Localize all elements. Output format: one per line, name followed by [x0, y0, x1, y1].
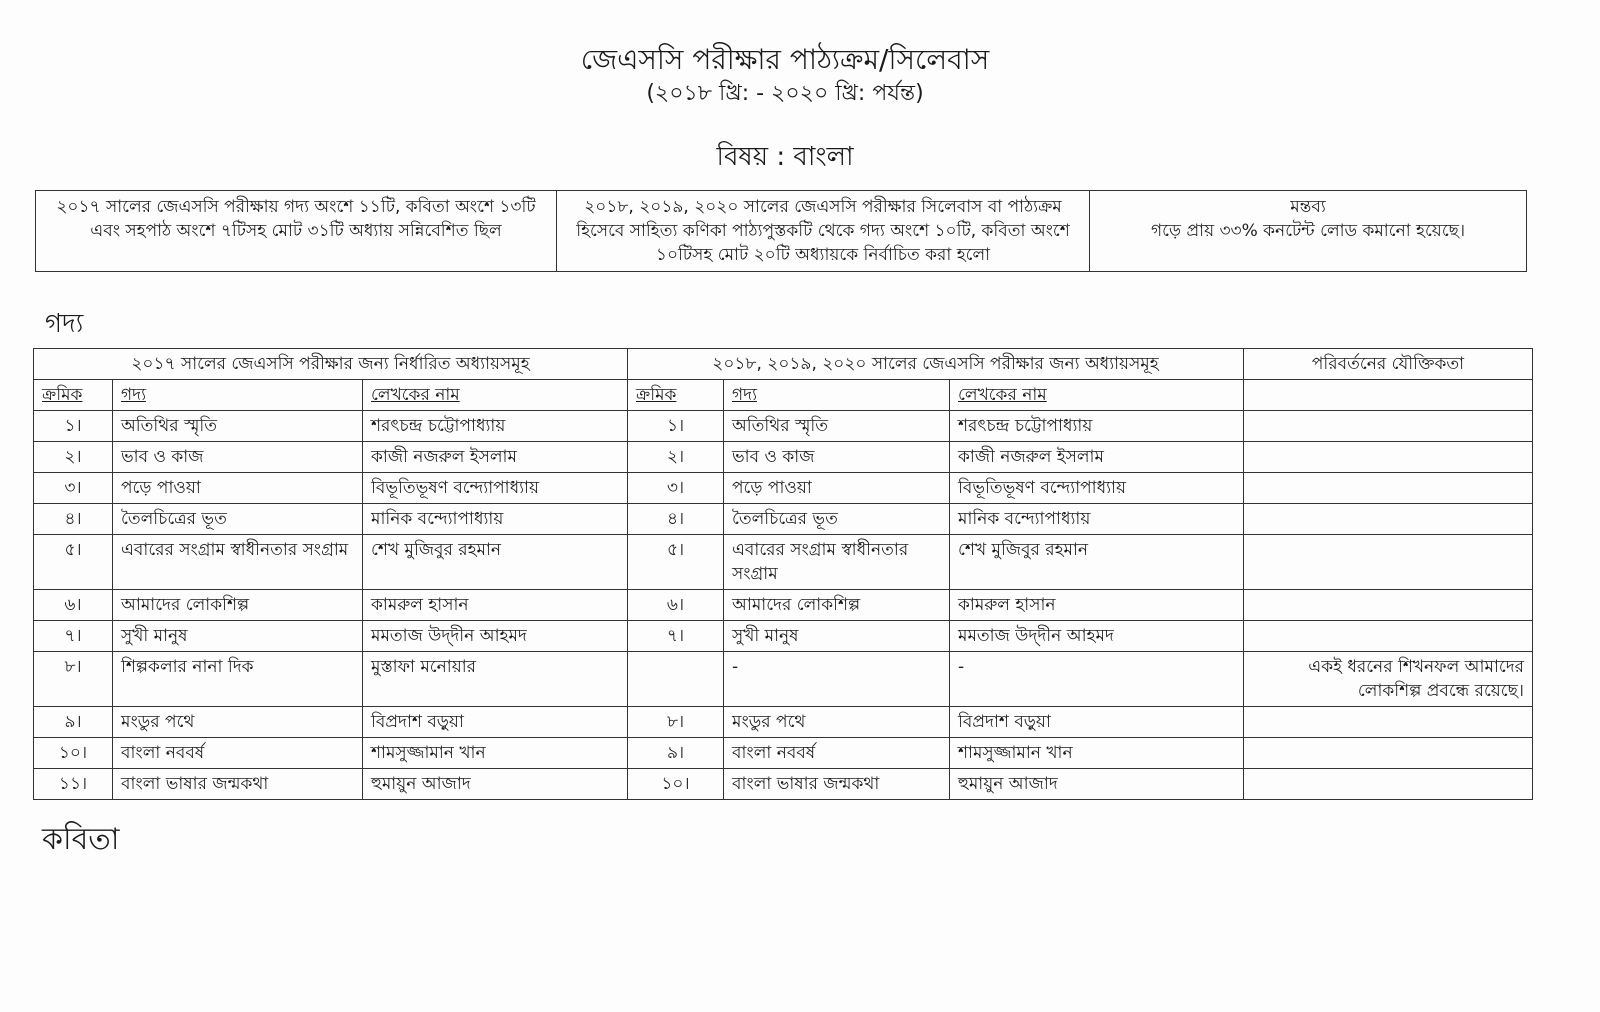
group-header-rationale: পরিবর্তনের যৌক্তিকতা: [1244, 349, 1533, 380]
prose-2017: তৈলচিত্রের ভূত: [113, 504, 363, 535]
rationale: [1244, 769, 1533, 800]
subject-heading: বিষয় : বাংলা: [716, 142, 854, 172]
summary-remark: [1090, 191, 1527, 272]
serial-2017: ৯।: [34, 707, 113, 738]
document-title: জেএসসি পরীক্ষার পাঠ্যক্রম/সিলেবাস: [580, 43, 990, 76]
prose-2018: পড়ে পাওয়া: [724, 473, 950, 504]
serial-2017: ৮।: [34, 652, 113, 707]
table-row: [34, 411, 1533, 442]
rationale: [1244, 738, 1533, 769]
prose-2018: আমাদের লোকশিল্প: [724, 590, 950, 621]
summary-table: [35, 190, 1527, 272]
author-2017: হুমায়ুন আজাদ: [363, 769, 628, 800]
prose-2018: বাংলা নববর্ষ: [724, 738, 950, 769]
prose-2017: মংডুর পথে: [113, 707, 363, 738]
col-serial: ক্রমিক: [628, 380, 724, 411]
table-row: [34, 535, 1533, 590]
prose-2017: ভাব ও কাজ: [113, 442, 363, 473]
author-2018: কাজী নজরুল ইসলাম: [950, 442, 1244, 473]
author-2018: শেখ মুজিবুর রহমান: [950, 535, 1244, 590]
serial-2018: ১০।: [628, 769, 724, 800]
serial-2017: ২।: [34, 442, 113, 473]
author-2017: মমতাজ উদ্‌দীন আহমদ: [363, 621, 628, 652]
table-row: [34, 738, 1533, 769]
serial-2018: ৮।: [628, 707, 724, 738]
rationale: [1244, 590, 1533, 621]
rationale: একই ধরনের শিখনফল আমাদের লোকশিল্প প্রবন্ধে রয়েছে।: [1244, 652, 1533, 707]
serial-2017: ৩।: [34, 473, 113, 504]
rationale: [1244, 707, 1533, 738]
prose-2017: আমাদের লোকশিল্প: [113, 590, 363, 621]
prose-2017: অতিথির স্মৃতি: [113, 411, 363, 442]
table-row: [34, 769, 1533, 800]
col-serial: ক্রমিক: [34, 380, 113, 411]
col-prose: গদ্য: [113, 380, 363, 411]
author-2018: -: [950, 652, 1244, 707]
author-2017: কাজী নজরুল ইসলাম: [363, 442, 628, 473]
prose-2017: শিল্পকলার নানা দিক: [113, 652, 363, 707]
table-row: [34, 473, 1533, 504]
prose-2017: পড়ে পাওয়া: [113, 473, 363, 504]
summary-2017: ২০১৭ সালের জেএসসি পরীক্ষায় গদ্য অংশে ১১টি, কবিতা অংশে ১৩টি এবং সহপাঠ অংশে ৭টিসহ মোট ৩১টি অধ্যায় সন্নিবেশিত ছিল: [36, 191, 557, 272]
author-2018: কামরুল হাসান: [950, 590, 1244, 621]
rationale: [1244, 411, 1533, 442]
author-2017: মানিক বন্দ্যোপাধ্যায়: [363, 504, 628, 535]
serial-2018: ৫।: [628, 535, 724, 590]
author-2017: মুস্তাফা মনোয়ার: [363, 652, 628, 707]
remark-text: গড়ে প্রায় ৩৩% কনটেন্ট লোড কমানো হয়েছে।: [1150, 221, 1466, 241]
serial-2017: ৬।: [34, 590, 113, 621]
prose-2018: -: [724, 652, 950, 707]
serial-2017: ৫।: [34, 535, 113, 590]
serial-2018: ৭।: [628, 621, 724, 652]
serial-2017: ১০।: [34, 738, 113, 769]
table-row: [34, 504, 1533, 535]
section-heading-poetry: কবিতা: [42, 822, 120, 857]
rationale: [1244, 442, 1533, 473]
rationale: [1244, 621, 1533, 652]
rationale: [1244, 535, 1533, 590]
serial-2018: ৬।: [628, 590, 724, 621]
serial-2018: [628, 652, 724, 707]
rationale: [1244, 473, 1533, 504]
author-2018: হুমায়ুন আজাদ: [950, 769, 1244, 800]
serial-2017: ১১।: [34, 769, 113, 800]
prose-2017: এবারের সংগ্রাম স্বাধীনতার সংগ্রাম: [113, 535, 363, 590]
prose-2017: সুখী মানুষ: [113, 621, 363, 652]
document-subtitle: (২০১৮ খ্রি: - ২০২০ খ্রি: পর্যন্ত): [646, 81, 924, 106]
col-rationale-blank: [1244, 380, 1533, 411]
prose-2017: বাংলা ভাষার জন্মকথা: [113, 769, 363, 800]
prose-2018: মংডুর পথে: [724, 707, 950, 738]
summary-2018-2020: ২০১৮, ২০১৯, ২০২০ সালের জেএসসি পরীক্ষার সিলেবাস বা পাঠ্যক্রম হিসেবে সাহিত্য কণিকা পাঠ্যপুস্তকটি থেকে গদ্য অংশে ১০টি, কবিতা অংশে ১০টিসহ মোট ২০টি অধ্যায়কে নির্বাচিত করা হলো: [557, 191, 1090, 272]
rationale: [1244, 504, 1533, 535]
table-row: [34, 707, 1533, 738]
author-2017: বিপ্রদাশ বড়ুয়া: [363, 707, 628, 738]
table-row: [34, 442, 1533, 473]
serial-2017: ৭।: [34, 621, 113, 652]
prose-2018: বাংলা ভাষার জন্মকথা: [724, 769, 950, 800]
author-2018: মমতাজ উদ্‌দীন আহমদ: [950, 621, 1244, 652]
prose-table: [33, 348, 1533, 800]
serial-2018: ৩।: [628, 473, 724, 504]
serial-2018: ২।: [628, 442, 724, 473]
table-row: [34, 621, 1533, 652]
author-2018: শরৎচন্দ্র চট্টোপাধ্যায়: [950, 411, 1244, 442]
group-header-2018-2020: ২০১৮, ২০১৯, ২০২০ সালের জেএসসি পরীক্ষার জন্য অধ্যায়সমূহ: [628, 349, 1244, 380]
prose-2018: এবারের সংগ্রাম স্বাধীনতার সংগ্রাম: [724, 535, 950, 590]
prose-2018: সুখী মানুষ: [724, 621, 950, 652]
table-row: [34, 652, 1533, 707]
section-heading-prose: গদ্য: [45, 309, 84, 339]
author-2017: বিভূতিভূষণ বন্দ্যোপাধ্যায়: [363, 473, 628, 504]
author-2018: মানিক বন্দ্যোপাধ্যায়: [950, 504, 1244, 535]
col-author: লেখকের নাম: [950, 380, 1244, 411]
author-2018: বিভূতিভূষণ বন্দ্যোপাধ্যায়: [950, 473, 1244, 504]
serial-2018: ১।: [628, 411, 724, 442]
group-header-2017: ২০১৭ সালের জেএসসি পরীক্ষার জন্য নির্ধারিত অধ্যায়সমূহ: [34, 349, 628, 380]
serial-2017: ৪।: [34, 504, 113, 535]
remark-title: মন্তব্য: [1290, 197, 1326, 217]
prose-2017: বাংলা নববর্ষ: [113, 738, 363, 769]
serial-2018: ৯।: [628, 738, 724, 769]
author-2017: কামরুল হাসান: [363, 590, 628, 621]
author-2017: শরৎচন্দ্র চট্টোপাধ্যায়: [363, 411, 628, 442]
col-prose: গদ্য: [724, 380, 950, 411]
author-2017: শেখ মুজিবুর রহমান: [363, 535, 628, 590]
prose-2018: অতিথির স্মৃতি: [724, 411, 950, 442]
serial-2018: ৪।: [628, 504, 724, 535]
prose-2018: ভাব ও কাজ: [724, 442, 950, 473]
document-body: [33, 190, 1533, 858]
table-row: [34, 590, 1533, 621]
author-2018: বিপ্রদাশ বড়ুয়া: [950, 707, 1244, 738]
author-2017: শামসুজ্জামান খান: [363, 738, 628, 769]
author-2018: শামসুজ্জামান খান: [950, 738, 1244, 769]
col-author: লেখকের নাম: [363, 380, 628, 411]
serial-2017: ১।: [34, 411, 113, 442]
prose-2018: তৈলচিত্রের ভূত: [724, 504, 950, 535]
